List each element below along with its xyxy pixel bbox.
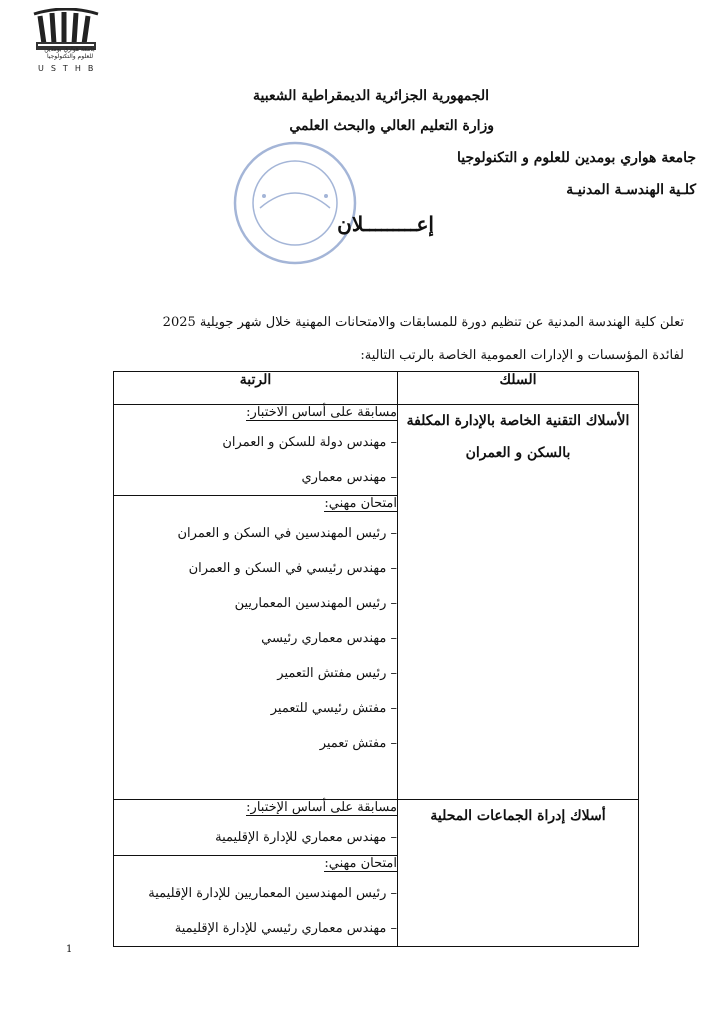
group-heading: امتحان مهني: (324, 856, 397, 871)
grade-group-cell (114, 405, 398, 496)
grade-item: – مهندس دولة للسكن و العمران (222, 435, 397, 450)
grade-group-cell (114, 800, 398, 856)
grade-item: – مهندس معماري رئيسي للإدارة الإقليمية (174, 921, 397, 936)
table-row (114, 800, 639, 856)
header-university: جامعة هواري بومدين للعلوم و التكنولوجيا (457, 150, 696, 166)
grade-item: – مهندس معماري (301, 470, 397, 485)
logo-latin-text: USTHB (38, 64, 101, 73)
logo-arabic-line1: جامعة هواري بومدين (44, 46, 96, 53)
grade-item: – مفتش رئيسي للتعمير (270, 701, 397, 716)
table-row (114, 405, 639, 496)
intro-line-2: لفائدة المؤسسات و الإدارات العمومية الخاصة بالرتب التالية: (360, 348, 684, 363)
grade-item: – رئيس المهندسين المعماريين للإدارة الإقليمية (148, 886, 397, 901)
grade-item: – مهندس معماري رئيسي (261, 631, 397, 646)
group-heading: امتحان مهني: (324, 496, 397, 511)
official-stamp-icon (230, 138, 360, 268)
grade-item: – مفتش تعمير (319, 736, 397, 751)
logo-arabic-text (40, 46, 100, 60)
page-number: 1 (66, 944, 73, 955)
logo-arabic-line2: للعلوم والتكنولوجيا (46, 53, 94, 60)
grade-group-cell (114, 856, 398, 947)
grade-item: – مهندس معماري للإدارة الإقليمية (215, 830, 397, 845)
header-faculty: كلـية الهندسـة المدنيـة (566, 182, 696, 198)
column-header-grade: الرتبة (114, 372, 398, 405)
grade-group-cell (114, 496, 398, 800)
grade-item: – رئيس المهندسين في السكن و العمران (177, 526, 397, 541)
silk-cell: الأسلاك التقنية الخاصة بالإدارة المكلفة بالسكن و العمران (398, 405, 639, 800)
grade-item: – رئيس مفتش التعمير (277, 666, 397, 681)
group-heading: مسابقة على أساس الاختبار: (246, 405, 397, 420)
grades-table (113, 371, 639, 947)
intro-line-1: تعلن كلية الهندسة المدنية عن تنظيم دورة للمسابقات والامتحانات المهنية خلال شهر جويلية 2025 (162, 315, 684, 330)
header-ministry: وزارة التعليم العالي والبحث العلمي (289, 118, 494, 134)
table-header-row (114, 372, 639, 405)
grade-item: – مهندس رئيسي في السكن و العمران (188, 561, 397, 576)
group-heading: مسابقة على أساس الإختبار: (246, 800, 397, 815)
grade-item: – رئيس المهندسين المعماريين (234, 596, 397, 611)
silk-cell: أسلاك إدراة الجماعات المحلية (398, 800, 639, 947)
announcement-title: إعـــــــــلان (337, 212, 434, 236)
header-republic: الجمهورية الجزائرية الديمقراطية الشعبية (252, 88, 489, 104)
column-header-silk: السلك (398, 372, 639, 405)
